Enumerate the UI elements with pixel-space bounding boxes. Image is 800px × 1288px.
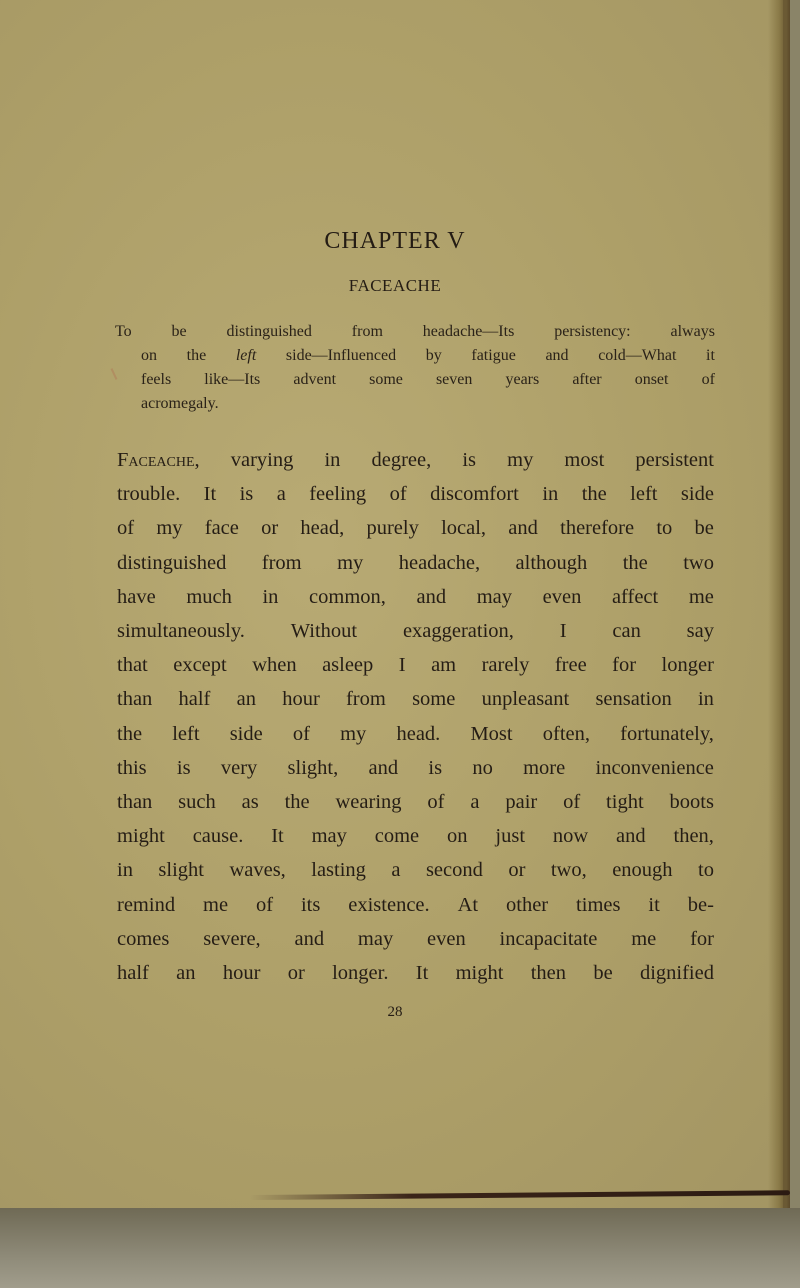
body-word: for [612, 654, 637, 677]
body-word: in [117, 859, 133, 882]
body-word: persistent [635, 449, 714, 471]
body-word: or [261, 517, 279, 540]
synopsis-word: side—Influenced [285, 347, 397, 364]
body-word: of [427, 791, 445, 814]
body-word: no [472, 756, 493, 779]
body-word: common, [309, 585, 386, 608]
synopsis-line [115, 368, 715, 392]
body-word: cause. [192, 825, 244, 848]
body-word: in [262, 585, 279, 608]
body-word: come [374, 825, 420, 848]
synopsis-word: like—Its [204, 371, 261, 388]
synopsis-word: by [425, 347, 442, 364]
body-word: It [203, 483, 217, 506]
body-word: be [593, 962, 613, 985]
body-word: it [648, 893, 660, 916]
synopsis-line [115, 320, 715, 344]
body-word: severe, [203, 927, 261, 950]
body-word: to [698, 859, 714, 882]
body-line [117, 614, 714, 648]
synopsis-word: it [706, 347, 715, 364]
body-line [117, 682, 714, 716]
body-word: boots [669, 791, 714, 814]
body-word: lasting [311, 859, 366, 882]
body-word: comes [117, 927, 170, 950]
chapter-title: CHAPTER V [324, 228, 466, 254]
synopsis-word: acromegaly. [141, 395, 219, 412]
body-line [117, 751, 714, 785]
body-word: longer [661, 654, 714, 677]
synopsis-word: from [351, 323, 383, 340]
body-word: a [470, 791, 480, 814]
body-word: Without [290, 620, 358, 643]
body-word: unpleasant [481, 688, 570, 711]
body-word: affect [611, 585, 659, 608]
body-word: a [391, 859, 401, 882]
body-word: might [455, 962, 504, 985]
body-word: existence. [348, 893, 430, 916]
synopsis-word: of [701, 371, 715, 388]
body-word: am [431, 654, 457, 677]
body-word: for [690, 927, 714, 950]
body-word: purely [366, 517, 419, 540]
body-word: I [398, 654, 406, 677]
body-line [117, 717, 714, 751]
body-word: now [552, 825, 589, 848]
body-word: can [612, 620, 641, 643]
body-word: this [117, 756, 147, 779]
body-word: or [508, 859, 526, 882]
body-word: of [292, 722, 310, 745]
background-surface [0, 1208, 800, 1288]
chapter-subtitle: FACEACHE [348, 276, 442, 295]
body-word: then [530, 962, 567, 985]
body-word: fortunately, [620, 722, 714, 745]
body-word: free [554, 654, 587, 677]
synopsis-word: on [141, 347, 157, 364]
body-word: exaggeration, [402, 620, 514, 643]
body-word: the [284, 791, 310, 814]
body-word: or [287, 962, 305, 985]
synopsis-word: feels [141, 371, 172, 388]
synopsis-word: fatigue [471, 347, 516, 364]
body-word: trouble. [117, 483, 181, 506]
body-word: feeling [309, 483, 367, 506]
synopsis-word: cold—What [598, 347, 677, 364]
body-word: often, [542, 722, 591, 745]
body-word: and [368, 756, 399, 779]
body-word: is [176, 756, 191, 779]
synopsis-word: seven [435, 371, 473, 388]
body-word: may [357, 927, 394, 950]
body-word: of [255, 893, 274, 916]
synopsis-word: headache—Its [422, 323, 515, 340]
synopsis-word: To [115, 323, 132, 340]
body-word: my [340, 722, 367, 745]
body-word: and [508, 517, 538, 540]
body-word: in [324, 449, 341, 471]
body-word: dignified [639, 962, 714, 985]
body-word: may [311, 825, 347, 848]
synopsis-word: after [572, 371, 602, 388]
body-word: of [563, 791, 581, 814]
synopsis-line [115, 392, 715, 416]
body-word: left [630, 483, 658, 506]
body-word: me [203, 893, 229, 916]
body-line [117, 580, 714, 614]
body-word: in [542, 483, 559, 506]
body-line [117, 956, 714, 990]
body-word: side [680, 483, 714, 506]
body-word: a [276, 483, 286, 506]
body-word: me [688, 585, 714, 608]
body-word: other [506, 893, 549, 916]
body-word: half [178, 688, 211, 711]
body-word: times [576, 893, 621, 916]
body-word: on [447, 825, 468, 848]
body-word: At [457, 893, 479, 916]
synopsis-word: advent [293, 371, 337, 388]
body-word: be- [687, 893, 714, 916]
body-word: two [683, 551, 714, 574]
body-word: me [631, 927, 657, 950]
body-line [117, 922, 714, 956]
body-word: distinguished [117, 551, 227, 574]
body-word: slight, [287, 756, 339, 779]
body-word: say [686, 620, 714, 643]
body-word: and [294, 927, 325, 950]
body-line [117, 511, 714, 545]
body-word: from [261, 551, 302, 574]
body-word: is [239, 483, 254, 506]
body-word: more [523, 756, 566, 779]
body-word: my [156, 517, 183, 540]
page-number: 28 [387, 1004, 403, 1020]
body-word: It [271, 825, 284, 848]
body-word: face [204, 517, 239, 540]
body-word: might [117, 825, 165, 848]
synopsis-word: distinguished [226, 323, 312, 340]
body-word: as [241, 791, 259, 814]
body-word: an [236, 688, 256, 711]
body-line [117, 477, 714, 511]
body-word: have [117, 585, 156, 608]
body-word: except [173, 654, 227, 677]
body-word: simultaneously. [117, 620, 245, 643]
body-word: tight [606, 791, 644, 814]
body-word: head, [300, 517, 345, 540]
body-word: hour [222, 962, 261, 985]
body-word: of [117, 517, 135, 540]
body-line [117, 648, 714, 682]
body-word: pair [505, 791, 538, 814]
body-word: then, [673, 825, 714, 848]
body-word: two, [550, 859, 587, 882]
body-word: wearing [335, 791, 402, 814]
body-line [117, 546, 714, 580]
synopsis-word: left [235, 347, 257, 364]
body-word: and [616, 825, 646, 848]
body-word: remind [117, 893, 176, 916]
body-word: asleep [322, 654, 374, 677]
body-word: is [462, 449, 477, 471]
body-word: even [427, 927, 466, 950]
body-word: be [694, 517, 714, 540]
body-word: I [559, 620, 567, 643]
body-paragraph [117, 443, 714, 990]
body-word: when [252, 654, 297, 677]
body-line [117, 443, 714, 477]
synopsis-word: the [186, 347, 207, 364]
synopsis-line [115, 344, 715, 368]
body-word: very [220, 756, 258, 779]
body-word: hour [282, 688, 320, 711]
body-word: the [117, 722, 143, 745]
body-word: than [117, 688, 153, 711]
body-line [117, 785, 714, 819]
body-word: its [300, 893, 321, 916]
body-word: my [337, 551, 364, 574]
body-word: my [507, 449, 534, 471]
body-word: from [345, 688, 386, 711]
body-word: local, [441, 517, 487, 540]
body-word: head. [396, 722, 441, 745]
body-word: sensation [595, 688, 672, 711]
body-word: rarely [481, 654, 530, 677]
body-word: inconvenience [595, 756, 714, 779]
synopsis-word: always [670, 323, 715, 340]
body-word: the [581, 483, 607, 506]
body-word: degree, [371, 449, 432, 471]
body-word: some [412, 688, 456, 711]
body-word: much [186, 585, 232, 608]
body-line [117, 853, 714, 887]
body-line [117, 888, 714, 922]
body-word: although [515, 551, 588, 574]
body-word: Most [470, 722, 513, 745]
body-word: than [117, 791, 153, 814]
body-word: the [622, 551, 648, 574]
page-bottom-edge [250, 1190, 790, 1200]
body-word: that [117, 654, 148, 677]
body-word: It [415, 962, 429, 985]
body-word: slight [158, 859, 204, 882]
body-word: side [229, 722, 263, 745]
body-word: headache, [398, 551, 481, 574]
binding-edge [783, 0, 786, 1210]
synopsis-word: persistency: [554, 323, 631, 340]
body-word: left [172, 722, 200, 745]
body-word: an [176, 962, 196, 985]
synopsis-word: onset [634, 371, 669, 388]
body-word: Faceache, [117, 449, 200, 471]
chapter-synopsis [115, 320, 715, 416]
body-word: most [564, 449, 605, 471]
synopsis-word: be [171, 323, 187, 340]
body-word: incapacitate [499, 927, 598, 950]
body-word: discomfort [430, 483, 519, 506]
synopsis-word: some [369, 371, 403, 388]
body-word: enough [612, 859, 673, 882]
body-word: varying [230, 449, 294, 471]
body-word: in [697, 688, 714, 711]
body-line [117, 819, 714, 853]
body-word: to [656, 517, 673, 540]
body-word: just [495, 825, 526, 848]
body-word: waves, [229, 859, 286, 882]
body-word: and [416, 585, 447, 608]
body-word: may [476, 585, 513, 608]
body-word: such [178, 791, 216, 814]
synopsis-word: years [505, 371, 540, 388]
body-word: half [117, 962, 149, 985]
binding-shadow [768, 0, 790, 1208]
synopsis-word: and [545, 347, 569, 364]
body-word: of [389, 483, 407, 506]
body-word: therefore [560, 517, 635, 540]
body-word: even [542, 585, 582, 608]
body-word: second [425, 859, 483, 882]
body-word: is [428, 756, 443, 779]
body-word: longer. [332, 962, 389, 985]
